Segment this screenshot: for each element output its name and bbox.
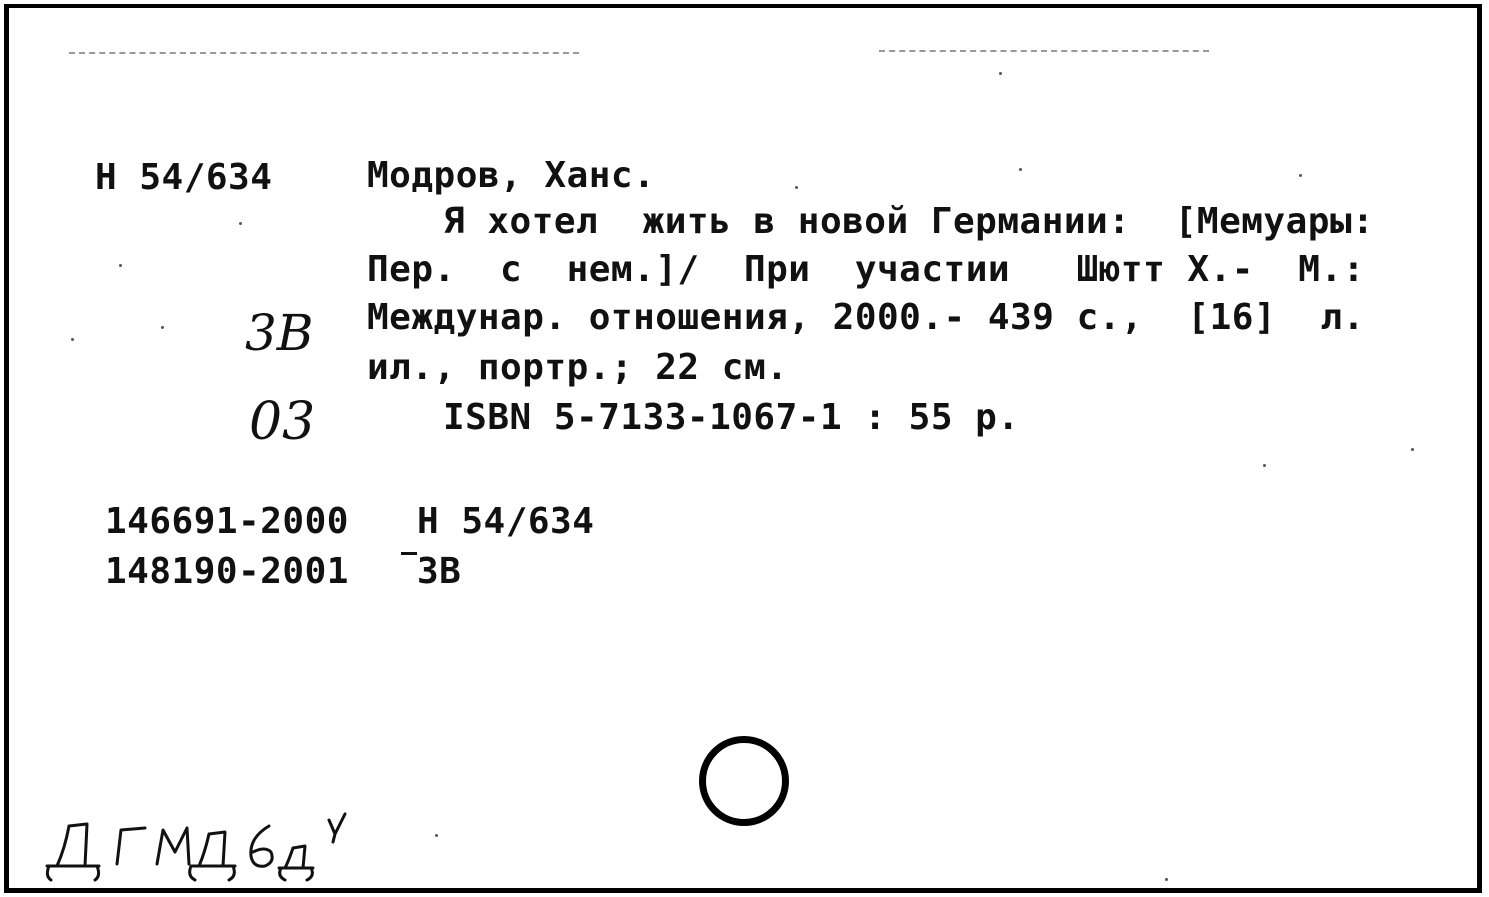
speck	[435, 834, 438, 837]
author-heading: Модров, Ханс.	[367, 155, 656, 196]
top-rule-right	[879, 50, 1209, 52]
speck	[71, 338, 74, 341]
inventory-number-1: 146691-2000	[105, 501, 349, 542]
signature-scribble-icon	[39, 808, 379, 888]
inventory-number-2: 148190-2001	[105, 551, 349, 592]
title-line-3: Междунар. отношения, 2000.- 439 с., [16] л.	[367, 297, 1365, 338]
catalog-card	[4, 4, 1482, 893]
handwritten-mark-3b: 3В	[245, 304, 314, 362]
call-number: Н 54/634	[95, 157, 273, 198]
punch-hole	[699, 736, 789, 826]
speck	[239, 222, 242, 225]
speck	[1263, 464, 1266, 467]
speck	[1165, 878, 1168, 881]
inventory-location-1: Н 54/634	[417, 501, 595, 542]
inventory-location-tick	[401, 552, 417, 555]
speck	[161, 326, 164, 329]
speck	[1411, 448, 1414, 451]
title-line-1: Я хотел жить в новой Германии: [Мемуары:	[443, 201, 1375, 242]
speck	[1299, 174, 1302, 177]
top-rule-left	[69, 52, 579, 54]
isbn-line: ISBN 5-7133-1067-1 : 55 р.	[443, 397, 1020, 438]
speck	[795, 186, 798, 189]
speck	[119, 264, 122, 267]
title-line-4: ил., портр.; 22 см.	[367, 347, 789, 388]
speck	[999, 72, 1002, 75]
speck	[1019, 168, 1022, 171]
inventory-location-2: 3В	[417, 551, 462, 592]
title-line-2: Пер. с нем.]/ При участии Шютт Х.- М.:	[367, 249, 1365, 290]
handwritten-mark-03: 03	[249, 392, 316, 452]
